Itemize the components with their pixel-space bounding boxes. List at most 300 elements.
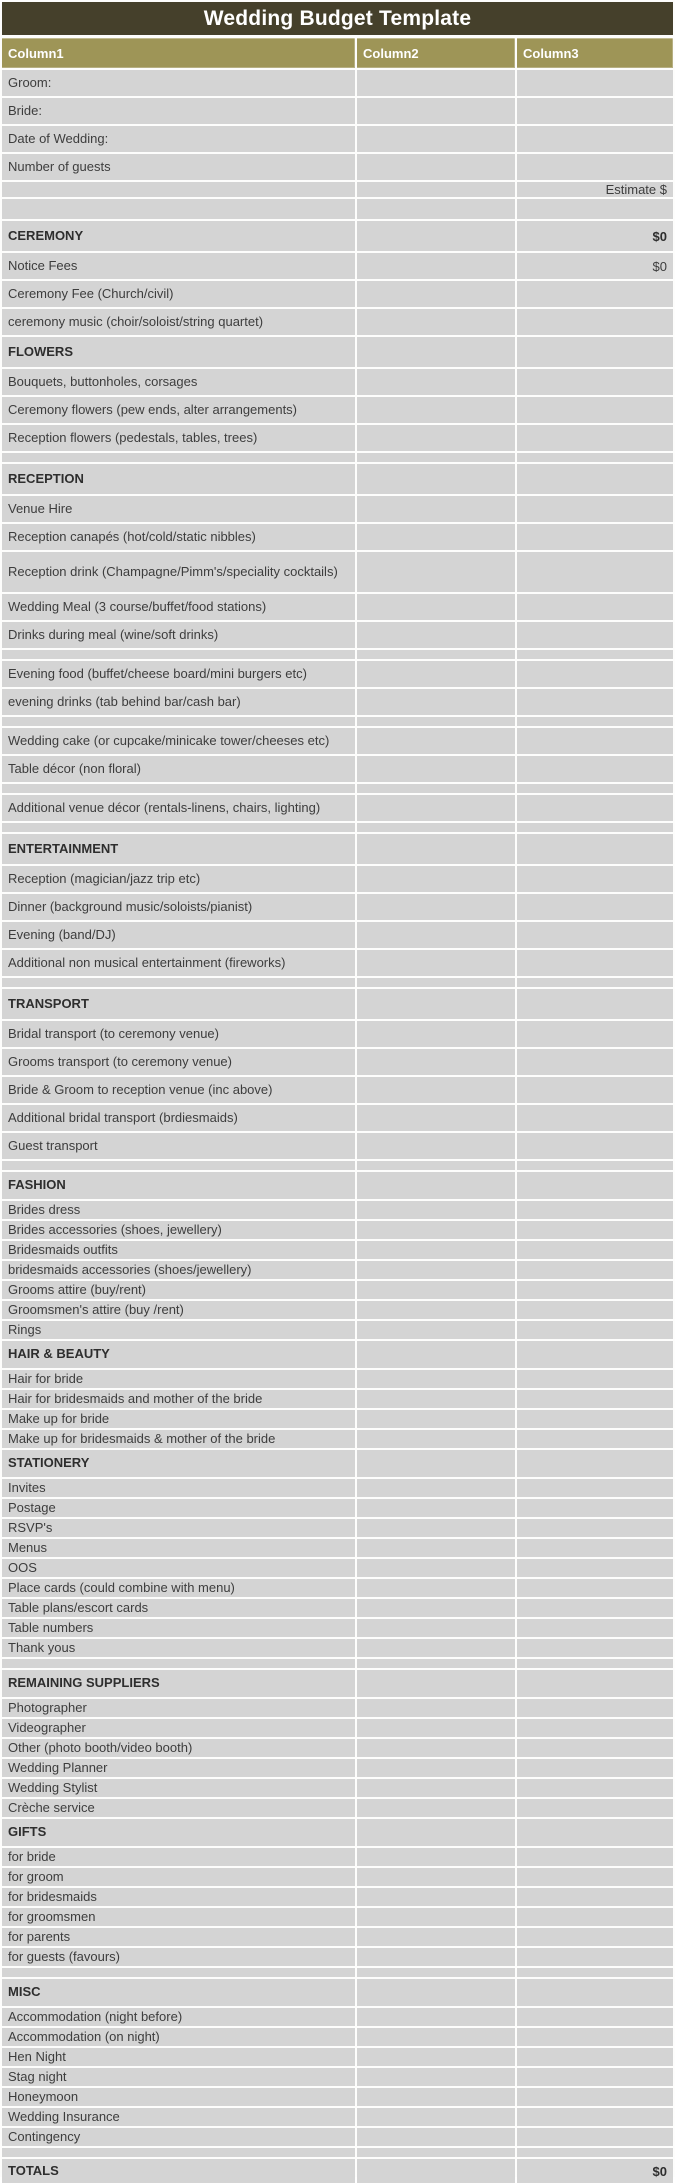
column2-value-cell (357, 989, 515, 1019)
estimate-value-cell[interactable] (517, 337, 673, 367)
column2-value-cell[interactable] (357, 2128, 515, 2146)
estimate-value-cell[interactable] (517, 281, 673, 307)
section-header-row (2, 221, 673, 251)
budget-item-row (2, 1479, 673, 1497)
column2-value-cell[interactable] (357, 552, 515, 592)
estimate-value-cell (517, 199, 673, 219)
label-cell: for bridesmaids (2, 1888, 355, 1906)
budget-item-row (2, 622, 673, 648)
section-header-row (2, 1979, 673, 2006)
column-header-column3: Column3 (517, 38, 673, 68)
column2-value-cell[interactable] (357, 1430, 515, 1448)
label-cell: Venue Hire (2, 496, 355, 522)
label-cell: Accommodation (on night) (2, 2028, 355, 2046)
label-cell (2, 650, 355, 659)
budget-item-row (2, 309, 673, 335)
spacer-row (2, 453, 673, 462)
label-cell: for bride (2, 1848, 355, 1866)
estimate-value-cell[interactable] (517, 1699, 673, 1717)
column2-value-cell[interactable] (357, 281, 515, 307)
budget-item-row (2, 2128, 673, 2146)
column2-value-cell[interactable] (357, 1928, 515, 1946)
estimate-value-cell[interactable] (517, 1321, 673, 1339)
budget-item-row (2, 524, 673, 550)
column2-value-cell[interactable] (357, 2008, 515, 2026)
budget-item-row (2, 756, 673, 782)
section-title-cell: ENTERTAINMENT (2, 834, 355, 864)
estimate-value-cell (517, 717, 673, 726)
estimate-value-cell[interactable] (517, 309, 673, 335)
budget-item-row (2, 1948, 673, 1966)
column2-value-cell[interactable] (357, 1049, 515, 1075)
estimate-value-cell[interactable] (517, 1450, 673, 1477)
estimate-value-cell[interactable] (517, 1979, 673, 2006)
column2-value-cell[interactable] (357, 894, 515, 920)
budget-item-row (2, 1799, 673, 1817)
budget-item-row (2, 1410, 673, 1428)
column-header-column2: Column2 (357, 38, 515, 68)
estimate-value-cell[interactable] (517, 2128, 673, 2146)
estimate-value-cell[interactable] (517, 1499, 673, 1517)
estimate-value-cell[interactable] (517, 1021, 673, 1047)
column2-value-cell (357, 978, 515, 987)
column2-value-cell[interactable] (357, 1261, 515, 1279)
column2-value-cell (357, 70, 515, 96)
budget-item-row (2, 1759, 673, 1777)
column-header-row (2, 38, 673, 68)
estimate-value-cell[interactable] (517, 756, 673, 782)
estimate-value-cell[interactable] (517, 425, 673, 451)
label-cell: Other (photo booth/video booth) (2, 1739, 355, 1757)
estimate-value-cell[interactable] (517, 1519, 673, 1537)
estimate-value-cell[interactable] (517, 1559, 673, 1577)
label-cell: Thank yous (2, 1639, 355, 1657)
estimate-value-cell[interactable] (517, 1105, 673, 1131)
column2-value-cell[interactable] (357, 594, 515, 620)
estimate-value-cell[interactable] (517, 622, 673, 648)
estimate-value-cell[interactable] (517, 689, 673, 715)
label-cell: Crèche service (2, 1799, 355, 1817)
column2-value-cell[interactable] (357, 2068, 515, 2086)
estimate-value-cell (517, 1161, 673, 1170)
label-cell: Number of guests (2, 154, 355, 180)
column2-value-cell[interactable] (357, 1281, 515, 1299)
estimate-value-cell[interactable] (517, 1539, 673, 1557)
page-title: Wedding Budget Template (2, 2, 673, 35)
column2-value-cell (357, 1968, 515, 1977)
budget-item-row (2, 1049, 673, 1075)
column2-value-cell[interactable] (357, 2108, 515, 2126)
column2-value-cell[interactable] (357, 496, 515, 522)
estimate-value-cell[interactable] (517, 834, 673, 864)
column2-value-cell[interactable] (357, 1779, 515, 1797)
estimate-value-cell[interactable] (517, 1670, 673, 1697)
column2-value-cell (357, 2148, 515, 2157)
column2-value-cell (357, 823, 515, 832)
estimate-value-cell[interactable] (517, 1261, 673, 1279)
label-cell (2, 978, 355, 987)
spacer-row (2, 1659, 673, 1668)
column2-value-cell (357, 834, 515, 864)
section-title-cell: FASHION (2, 1172, 355, 1199)
estimate-value-cell (517, 784, 673, 793)
budget-item-row (2, 281, 673, 307)
label-cell: Wedding Planner (2, 1759, 355, 1777)
label-cell: Contingency (2, 2128, 355, 2146)
label-cell: Evening (band/DJ) (2, 922, 355, 948)
estimate-value-cell[interactable] (517, 1430, 673, 1448)
estimate-value-cell[interactable] (517, 1779, 673, 1797)
column-header-column1: Column1 (2, 38, 355, 68)
column2-value-cell (357, 221, 515, 251)
column2-value-cell (357, 182, 515, 197)
estimate-value-cell[interactable] (517, 397, 673, 423)
budget-item-row (2, 1221, 673, 1239)
estimate-value-cell[interactable] (517, 1799, 673, 1817)
estimate-value-cell[interactable] (517, 1928, 673, 1946)
column2-value-cell[interactable] (357, 1948, 515, 1966)
estimate-value-cell[interactable] (517, 369, 673, 395)
column2-value-cell[interactable] (357, 1021, 515, 1047)
estimate-value-cell[interactable] (517, 1599, 673, 1617)
column2-value-cell[interactable] (357, 1699, 515, 1717)
label-cell: Photographer (2, 1699, 355, 1717)
section-header-row (2, 1172, 673, 1199)
estimate-value-cell[interactable] (517, 1868, 673, 1886)
section-title-cell: STATIONERY (2, 1450, 355, 1477)
column2-value-cell[interactable] (357, 2088, 515, 2106)
label-cell (2, 1659, 355, 1668)
column2-value-cell[interactable] (357, 2028, 515, 2046)
section-title-cell: REMAINING SUPPLIERS (2, 1670, 355, 1697)
section-title-cell: CEREMONY (2, 221, 355, 251)
column2-value-cell (357, 1341, 515, 1368)
column2-value-cell[interactable] (357, 689, 515, 715)
estimate-value-cell[interactable] (517, 661, 673, 687)
column2-value-cell[interactable] (357, 1559, 515, 1577)
label-cell: Bouquets, buttonholes, corsages (2, 369, 355, 395)
totals-row (2, 2159, 673, 2183)
label-cell: Table décor (non floral) (2, 756, 355, 782)
estimate-value-cell[interactable] (517, 1049, 673, 1075)
column2-value-cell[interactable] (357, 1201, 515, 1219)
label-cell (2, 199, 355, 219)
estimate-value-cell (517, 154, 673, 180)
estimate-value-cell[interactable] (517, 1133, 673, 1159)
estimate-value-cell[interactable] (517, 1390, 673, 1408)
budget-item-row (2, 594, 673, 620)
column2-value-cell (357, 199, 515, 219)
label-cell: Brides accessories (shoes, jewellery) (2, 1221, 355, 1239)
column2-value-cell[interactable] (357, 1739, 515, 1757)
budget-item-row (2, 1261, 673, 1279)
column2-value-cell[interactable] (357, 1241, 515, 1259)
label-cell: Brides dress (2, 1201, 355, 1219)
column2-value-cell[interactable] (357, 756, 515, 782)
estimate-value-cell (517, 1659, 673, 1668)
estimate-value-cell[interactable] (517, 496, 673, 522)
estimate-value-cell[interactable] (517, 1479, 673, 1497)
estimate-value-cell[interactable] (517, 1241, 673, 1259)
budget-item-row (2, 1539, 673, 1557)
estimate-value-cell: Estimate $ (517, 182, 673, 197)
estimate-value-cell[interactable] (517, 1201, 673, 1219)
label-cell: Rings (2, 1321, 355, 1339)
estimate-value-cell[interactable] (517, 1759, 673, 1777)
estimate-value-cell[interactable] (517, 1848, 673, 1866)
label-cell: Invites (2, 1479, 355, 1497)
column2-value-cell[interactable] (357, 728, 515, 754)
column2-value-cell[interactable] (357, 425, 515, 451)
section-header-row (2, 464, 673, 494)
label-cell: Honeymoon (2, 2088, 355, 2106)
estimate-value-cell: $0 (517, 2159, 673, 2183)
label-cell: Bride: (2, 98, 355, 124)
estimate-value-cell[interactable] (517, 1639, 673, 1657)
label-cell: Make up for bridesmaids & mother of the bride (2, 1430, 355, 1448)
estimate-value-cell[interactable] (517, 524, 673, 550)
estimate-value-cell[interactable] (517, 795, 673, 821)
column2-value-cell[interactable] (357, 1579, 515, 1597)
estimate-value-cell[interactable]: $0 (517, 221, 673, 251)
label-cell: Guest transport (2, 1133, 355, 1159)
column2-value-cell[interactable] (357, 253, 515, 279)
estimate-value-cell[interactable] (517, 2108, 673, 2126)
section-title-cell: HAIR & BEAUTY (2, 1341, 355, 1368)
column2-value-cell (357, 1659, 515, 1668)
estimate-value-cell[interactable] (517, 1819, 673, 1846)
column2-value-cell[interactable] (357, 1301, 515, 1319)
estimate-value-cell[interactable] (517, 1719, 673, 1737)
column2-value-cell[interactable] (357, 795, 515, 821)
estimate-value-cell[interactable] (517, 922, 673, 948)
label-cell: Wedding cake (or cupcake/minicake tower/cheeses etc) (2, 728, 355, 754)
column2-value-cell[interactable] (357, 1599, 515, 1617)
label-cell: Wedding Meal (3 course/buffet/food stations) (2, 594, 355, 620)
label-cell: Additional bridal transport (brdiesmaids) (2, 1105, 355, 1131)
budget-item-row (2, 1321, 673, 1339)
label-cell: for groomsmen (2, 1908, 355, 1926)
estimate-value-cell[interactable] (517, 1370, 673, 1388)
budget-item-row (2, 397, 673, 423)
estimate-value-cell[interactable] (517, 464, 673, 494)
column2-value-cell[interactable] (357, 1799, 515, 1817)
column2-value-cell[interactable] (357, 1221, 515, 1239)
label-cell: for guests (favours) (2, 1948, 355, 1966)
column2-value-cell[interactable] (357, 309, 515, 335)
estimate-value-cell[interactable] (517, 1739, 673, 1757)
estimate-value-cell[interactable] (517, 594, 673, 620)
label-cell: Place cards (could combine with menu) (2, 1579, 355, 1597)
column2-value-cell[interactable] (357, 1479, 515, 1497)
column2-value-cell[interactable] (357, 2048, 515, 2066)
estimate-value-cell[interactable] (517, 989, 673, 1019)
estimate-value-cell[interactable] (517, 950, 673, 976)
estimate-value-cell[interactable] (517, 1948, 673, 1966)
column2-value-cell[interactable] (357, 1321, 515, 1339)
spacer-row (2, 2148, 673, 2157)
label-cell: for groom (2, 1868, 355, 1886)
budget-item-row (2, 1868, 673, 1886)
section-title-cell: TRANSPORT (2, 989, 355, 1019)
column2-value-cell[interactable] (357, 1133, 515, 1159)
budget-item-row (2, 1390, 673, 1408)
estimate-value-cell[interactable] (517, 1341, 673, 1368)
column2-value-cell[interactable] (357, 1539, 515, 1557)
budget-item-row (2, 1201, 673, 1219)
section-title-cell: FLOWERS (2, 337, 355, 367)
label-cell: Reception drink (Champagne/Pimm's/speciality cocktails) (2, 552, 355, 592)
estimate-value-cell[interactable] (517, 1172, 673, 1199)
estimate-value-cell[interactable] (517, 1077, 673, 1103)
column2-value-cell[interactable] (357, 1759, 515, 1777)
budget-item-row (2, 661, 673, 687)
column2-value-cell[interactable] (357, 1105, 515, 1131)
label-cell: Additional non musical entertainment (fireworks) (2, 950, 355, 976)
column2-value-cell[interactable] (357, 1639, 515, 1657)
estimate-value-cell[interactable] (517, 1619, 673, 1637)
column2-value-cell[interactable] (357, 866, 515, 892)
column2-value-cell (357, 1979, 515, 2006)
spacer-row (2, 199, 673, 219)
budget-item-row (2, 1719, 673, 1737)
section-header-row (2, 1450, 673, 1477)
column2-value-cell (357, 1450, 515, 1477)
column2-value-cell[interactable] (357, 1390, 515, 1408)
estimate-value-cell[interactable] (517, 1888, 673, 1906)
estimate-value-cell[interactable] (517, 1281, 673, 1299)
budget-item-row (2, 2088, 673, 2106)
column2-value-cell[interactable] (357, 1410, 515, 1428)
budget-item-row (2, 689, 673, 715)
budget-item-row (2, 922, 673, 948)
budget-item-row (2, 950, 673, 976)
section-header-row (2, 337, 673, 367)
label-cell: Reception flowers (pedestals, tables, trees) (2, 425, 355, 451)
budget-item-row (2, 1519, 673, 1537)
budget-item-row (2, 1619, 673, 1637)
spacer-row (2, 650, 673, 659)
budget-item-row (2, 253, 673, 279)
section-title-cell: GIFTS (2, 1819, 355, 1846)
budget-item-row (2, 1908, 673, 1926)
label-cell: RSVP's (2, 1519, 355, 1537)
label-cell: Notice Fees (2, 253, 355, 279)
column2-value-cell[interactable] (357, 1719, 515, 1737)
column2-value-cell[interactable] (357, 1077, 515, 1103)
label-cell: Grooms attire (buy/rent) (2, 1281, 355, 1299)
budget-item-row (2, 1559, 673, 1577)
info-row (2, 154, 673, 180)
column2-value-cell (357, 1670, 515, 1697)
column2-value-cell[interactable] (357, 1868, 515, 1886)
label-cell: Groom: (2, 70, 355, 96)
budget-item-row (2, 2008, 673, 2026)
budget-item-row (2, 1105, 673, 1131)
column2-value-cell[interactable] (357, 1888, 515, 1906)
label-cell (2, 182, 355, 197)
estimate-value-cell[interactable] (517, 2008, 673, 2026)
label-cell: Wedding Stylist (2, 1779, 355, 1797)
budget-item-row (2, 2068, 673, 2086)
estimate-value-cell[interactable] (517, 1579, 673, 1597)
label-cell: ceremony music (choir/soloist/string quartet) (2, 309, 355, 335)
column2-value-cell[interactable] (357, 1908, 515, 1926)
column2-value-cell[interactable] (357, 922, 515, 948)
column2-value-cell (357, 1161, 515, 1170)
info-row (2, 126, 673, 152)
estimate-value-cell[interactable] (517, 2048, 673, 2066)
column2-value-cell (357, 1172, 515, 1199)
estimate-value-cell[interactable] (517, 2028, 673, 2046)
column2-value-cell[interactable] (357, 1499, 515, 1517)
estimate-value-cell[interactable] (517, 1221, 673, 1239)
column2-value-cell[interactable] (357, 397, 515, 423)
budget-item-row (2, 425, 673, 451)
budget-item-row (2, 1579, 673, 1597)
section-header-row (2, 1670, 673, 1697)
estimate-value-cell (517, 126, 673, 152)
label-cell: Dinner (background music/soloists/pianist) (2, 894, 355, 920)
column2-value-cell (357, 98, 515, 124)
estimate-value-cell (517, 70, 673, 96)
column2-value-cell[interactable] (357, 524, 515, 550)
estimate-value-cell[interactable] (517, 1301, 673, 1319)
estimate-value-cell[interactable]: $0 (517, 253, 673, 279)
column2-value-cell[interactable] (357, 1619, 515, 1637)
spacer-row (2, 1968, 673, 1977)
budget-item-row (2, 1739, 673, 1757)
estimate-value-cell[interactable] (517, 2068, 673, 2086)
estimate-value-cell (517, 823, 673, 832)
section-header-row (2, 989, 673, 1019)
column2-value-cell (357, 126, 515, 152)
column2-value-cell (357, 453, 515, 462)
budget-item-row (2, 1021, 673, 1047)
label-cell (2, 1968, 355, 1977)
column2-value-cell[interactable] (357, 1370, 515, 1388)
label-cell: Drinks during meal (wine/soft drinks) (2, 622, 355, 648)
label-cell: Hair for bridesmaids and mother of the bride (2, 1390, 355, 1408)
budget-item-row (2, 2028, 673, 2046)
budget-item-row (2, 1639, 673, 1657)
estimate-value-cell (517, 978, 673, 987)
label-cell: Reception canapés (hot/cold/static nibbles) (2, 524, 355, 550)
budget-item-row (2, 2048, 673, 2066)
budget-rows (2, 70, 673, 2183)
column2-value-cell[interactable] (357, 622, 515, 648)
label-cell: Videographer (2, 1719, 355, 1737)
estimate-value-cell[interactable] (517, 1410, 673, 1428)
estimate-value-cell[interactable] (517, 866, 673, 892)
estimate-value-cell[interactable] (517, 894, 673, 920)
column2-value-cell[interactable] (357, 1848, 515, 1866)
column2-value-cell[interactable] (357, 950, 515, 976)
estimate-value-cell[interactable] (517, 2088, 673, 2106)
info-row (2, 98, 673, 124)
estimate-value-cell[interactable] (517, 728, 673, 754)
budget-item-row (2, 1848, 673, 1866)
column2-value-cell[interactable] (357, 369, 515, 395)
label-cell: Table numbers (2, 1619, 355, 1637)
estimate-value-cell[interactable] (517, 552, 673, 592)
column2-value-cell[interactable] (357, 1519, 515, 1537)
column2-value-cell[interactable] (357, 661, 515, 687)
budget-item-row (2, 1281, 673, 1299)
column2-value-cell (357, 2159, 515, 2183)
label-cell: Grooms transport (to ceremony venue) (2, 1049, 355, 1075)
estimate-value-cell[interactable] (517, 1908, 673, 1926)
